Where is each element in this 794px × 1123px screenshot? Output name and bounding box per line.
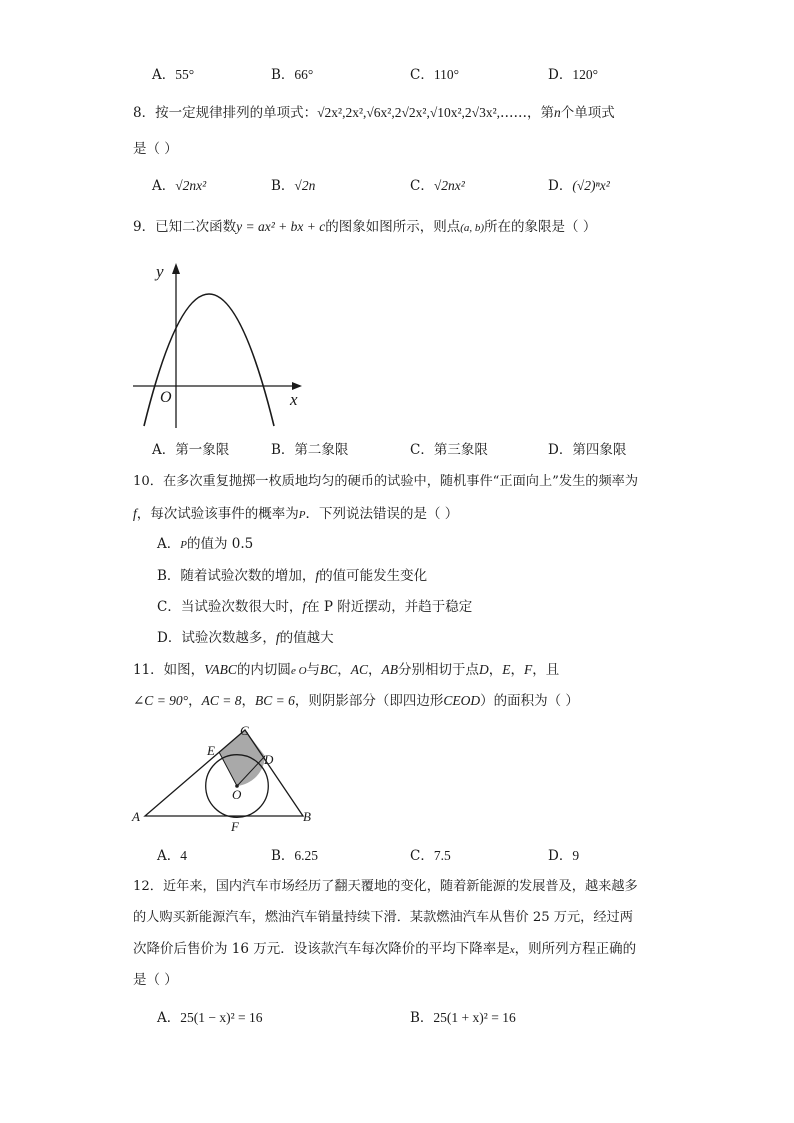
q10-option-c: C．当试验次数很大时，f在 P 附近摆动，并趋于稳定	[157, 599, 473, 615]
q10-option-d: D．试验次数越多，f的值越大	[157, 630, 334, 646]
x-axis-label: x	[290, 390, 298, 409]
q10-option-a: A．P的值为 0.5	[157, 536, 254, 552]
q8-stem: 8．按一定规律排列的单项式：√2x²,2x²,√6x²,2√2x²,√10x²,2√3x²,……，第n个单项式	[133, 105, 615, 121]
q7-option-a: A．55°	[152, 67, 195, 83]
q12-stem-line3: 次降价后售价为 16 万元．设该款汽车每次降价的平均下降率是x，则所列方程正确的	[133, 941, 637, 957]
label-b: B	[303, 809, 311, 824]
q11-option-b: B．6.25	[271, 848, 319, 864]
q11-option-d: D．9	[548, 848, 580, 864]
x-axis-arrow-icon	[292, 382, 302, 390]
q8-option-c: C．√2nx²	[410, 178, 465, 194]
shaded-region-ceod	[219, 730, 265, 786]
q8-option-a: A．√2nx²	[152, 178, 207, 194]
y-axis-label: y	[156, 262, 164, 281]
label-e: E	[207, 743, 215, 758]
q12-option-b: B．25(1 + x)² = 16	[410, 1010, 516, 1026]
q8-option-d: D．(√2)ⁿx²	[548, 178, 610, 194]
q10-stem-line1: 10．在多次重复抛掷一枚质地均匀的硬币的试验中，随机事件“正面向上”发生的频率为	[133, 474, 639, 489]
q11-triangle-figure	[128, 720, 328, 836]
label-c: C	[240, 723, 249, 738]
q10-option-b: B．随着试验次数的增加，f的值可能发生变化	[157, 568, 428, 584]
q7-option-c: C．110°	[410, 67, 459, 83]
q12-option-a: A．25(1 − x)² = 16	[157, 1010, 263, 1026]
q7-option-d: D．120°	[548, 67, 598, 83]
q8-stem-line2: 是（ ）	[133, 141, 178, 157]
parabola-curve	[144, 294, 274, 426]
label-a: A	[132, 809, 140, 824]
q12-stem-line4: 是（ ）	[133, 972, 178, 988]
triangle-abc	[145, 730, 303, 816]
q11-option-a: A．4	[157, 848, 187, 864]
q12-stem-line2: 的人购买新能源汽车，燃油汽车销量持续下滑．某款燃油汽车从售价 25 万元，经过两	[133, 910, 633, 925]
label-o: O	[232, 787, 242, 802]
origin-label: O	[160, 389, 172, 406]
q10-stem-line2: f，每次试验该事件的概率为P．下列说法错误的是（ ）	[133, 506, 459, 522]
label-d: D	[264, 752, 274, 767]
q9-option-d: D．第四象限	[548, 442, 627, 458]
q9-option-c: C．第三象限	[410, 442, 488, 458]
q9-parabola-graph	[130, 258, 310, 430]
label-f: F	[231, 819, 239, 834]
q9-option-a: A．第一象限	[152, 442, 230, 458]
q11-stem-line2: ∠C = 90°，AC = 8，BC = 6，则阴影部分（即四边形CEOD）的面积为（ ）	[133, 693, 579, 709]
q8-sequence: √2x²,2x²,√6x²,2√2x²,√10x²,2√3x²,	[317, 105, 500, 120]
y-axis-arrow-icon	[172, 263, 180, 274]
q9-stem: 9．已知二次函数y = ax² + bx + c的图象如图所示，则点(a, b)所在的象限是（ ）	[133, 219, 597, 235]
q9-option-b: B．第二象限	[271, 442, 349, 458]
q11-stem-line1: 11．如图，VABC的内切圆e O与BC，AC，AB分别相切于点D，E，F，且	[133, 662, 560, 678]
q12-stem-line1: 12．近年来，国内汽车市场经历了翻天覆地的变化，随着新能源的发展普及，越来越多	[133, 879, 638, 894]
q8-option-b: B．√2n	[271, 178, 316, 194]
q11-option-c: C．7.5	[410, 848, 451, 864]
q7-option-b: B．66°	[271, 67, 314, 83]
